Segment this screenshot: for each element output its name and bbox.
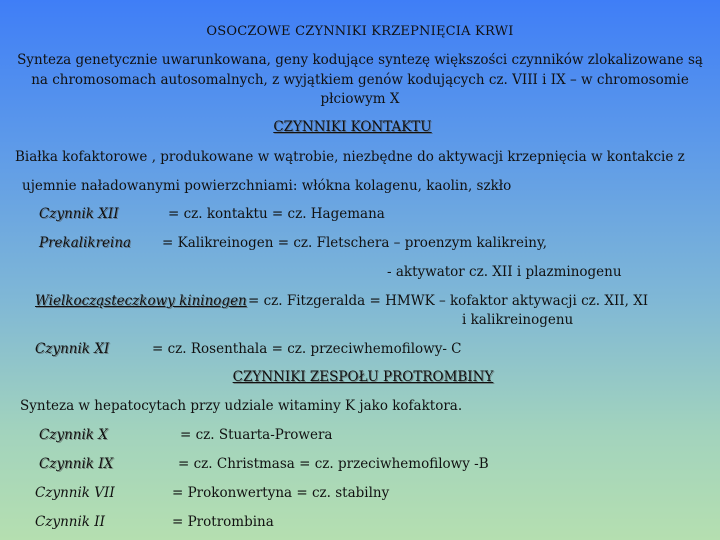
factor-ii-name: Czynnik II <box>35 514 105 530</box>
factor-vii-definition: = Prokonwertyna = cz. stabilny <box>172 485 390 501</box>
factor-x-definition: = cz. Stuarta-Prowera <box>180 427 333 443</box>
contact-desc-line-1: Białka kofaktorowe , produkowane w wątrobie, niezbędne do aktywacji krzepnięcia w kontakcie z <box>15 149 685 165</box>
factor-x-name: Czynnik X <box>39 427 108 443</box>
factor-xi-definition: = cz. Rosenthala = cz. przeciwhemofilowy- C <box>152 341 462 357</box>
contact-factors-heading: CZYNNIKI KONTAKTU <box>273 119 432 135</box>
factor-xii-definition: = cz. kontaktu = cz. Hagemana <box>168 206 385 222</box>
prothrombin-factors-heading: CZYNNIKI ZESPOŁU PROTROMBINY <box>232 369 494 385</box>
hmwk-definition-2: i kalikreinogenu <box>462 312 574 328</box>
prothrombin-desc: Synteza w hepatocytach przy udziale witaminy K jako kofaktora. <box>20 398 463 414</box>
intro-line-3: płciowym X <box>320 91 400 107</box>
prekallikrein-name: Prekalikreina <box>39 235 132 251</box>
factor-ii-definition: = Protrombina <box>172 514 274 530</box>
factor-ix-name: Czynnik IX <box>39 456 114 472</box>
factor-xii-name: Czynnik XII <box>39 206 119 222</box>
factor-xi-name: Czynnik XI <box>35 341 110 357</box>
hmwk-name: Wielkocząsteczkowy kininogen <box>35 293 247 309</box>
hmwk-definition-1: = cz. Fitzgeralda = HMWK – kofaktor aktywacji cz. XII, XI <box>248 293 649 309</box>
factor-ix-definition: = cz. Christmasa = cz. przeciwhemofilowy -B <box>178 456 489 472</box>
contact-desc-line-2: ujemnie naładowanymi powierzchniami: włókna kolagenu, kaolin, szkło <box>22 178 512 194</box>
intro-line-1: Synteza genetycznie uwarunkowana, geny kodujące syntezę większości czynników zlokalizowane są <box>17 52 703 68</box>
prekallikrein-definition-1: = Kalikreinogen = cz. Fletschera – proenzym kalikreiny, <box>162 235 548 251</box>
prekallikrein-definition-2: - aktywator cz. XII i plazminogenu <box>387 264 622 280</box>
page-title: OSOCZOWE CZYNNIKI KRZEPNIĘCIA KRWI <box>206 24 514 39</box>
factor-vii-name: Czynnik VII <box>35 485 115 501</box>
intro-line-2: na chromosomach autosomalnych, z wyjątkiem genów kodujących cz. VIII i IX – w chromosomie <box>31 72 689 88</box>
